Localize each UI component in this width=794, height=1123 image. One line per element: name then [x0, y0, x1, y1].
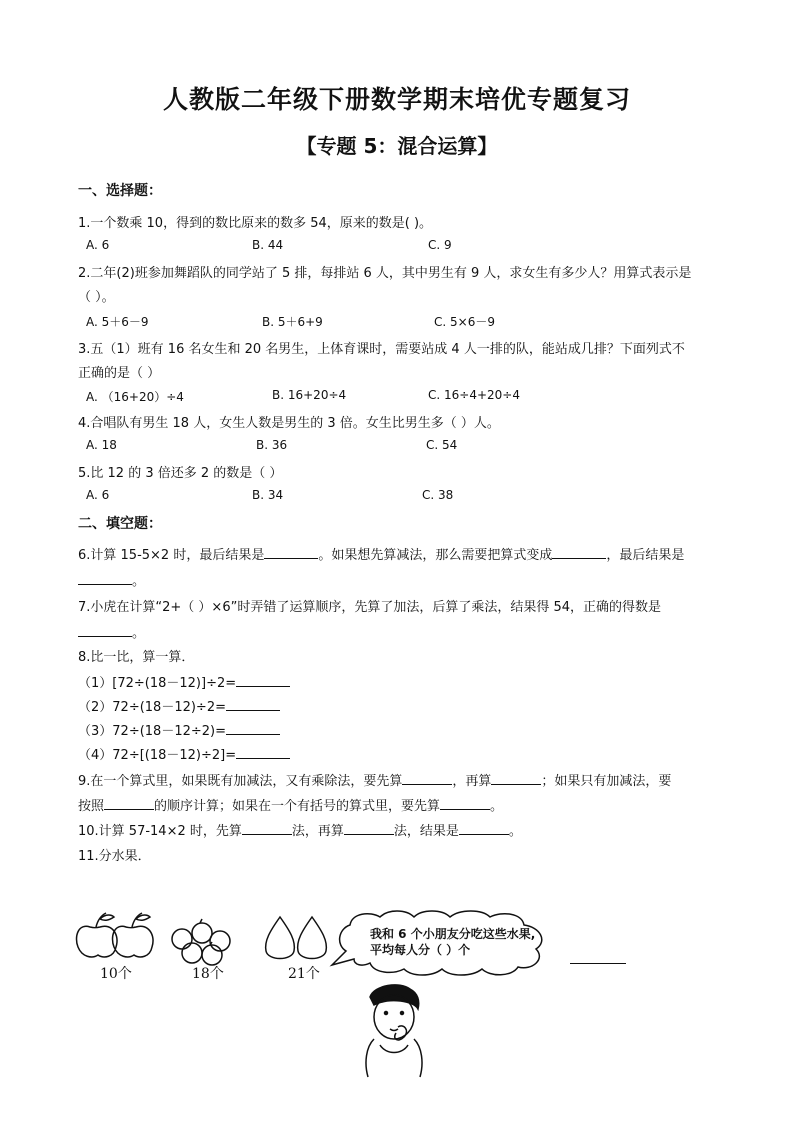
q7-blank[interactable]: [78, 624, 132, 637]
q6-text-3: ，最后结果是: [606, 548, 685, 563]
q9-text-6: 。: [490, 799, 504, 814]
question-2-line2: （ ）。: [78, 290, 115, 305]
fruit-figure: [70, 905, 650, 1085]
question-6-line1: [78, 544, 684, 563]
oranges-count-label: 18个: [192, 966, 224, 982]
q10-blank-3[interactable]: [459, 822, 509, 835]
q10-text-2: 法，再算: [291, 824, 344, 839]
bubble-text-line2: 平均每人分（ ）个: [370, 943, 471, 957]
apple-icon: [113, 913, 154, 957]
question-8: 8.比一比，算一算．: [78, 650, 195, 665]
question-7-line1: 7.小虎在计算“2+（ ）×6”时弄错了运算顺序，先算了加法，后算了乘法，结果得 54，正确的得数是: [78, 600, 662, 615]
q9-text-5: 的顺序计算；如果在一个有括号的算式里，要先算: [154, 799, 441, 814]
section-choice-heading: 一、选择题：: [78, 183, 162, 199]
question-3-line1: 3.五（1）班有 16 名女生和 20 名男生，上体育课时，需要站成 4 人一排的队，能站成几排？下面列式不: [78, 342, 685, 357]
q8-item-4: [78, 744, 290, 763]
q9-blank-4[interactable]: [440, 797, 490, 810]
question-6-line2: [78, 570, 145, 589]
q6-blank-2[interactable]: [552, 546, 606, 559]
q8-item-1: [78, 672, 290, 691]
page-title: 人教版二年级下册数学期末培优专题复习: [162, 85, 631, 114]
q8-item-3: [78, 720, 280, 739]
question-5: 5.比 12 的 3 倍还多 2 的数是（ ）: [78, 466, 283, 481]
q5-option-c: C. 38: [422, 488, 454, 502]
q8-item-2: [78, 696, 280, 715]
q1-option-b: B. 44: [252, 238, 284, 252]
apples-count-label: 10个: [100, 966, 132, 982]
q10-blank-2[interactable]: [344, 822, 394, 835]
q10-blank-1[interactable]: [242, 822, 292, 835]
q5-option-a: A. 6: [86, 488, 110, 502]
q8-item-4-text: （4）72÷[(18－12)÷2]=: [78, 748, 237, 763]
q4-option-b: B. 36: [256, 438, 288, 452]
q5-option-b: B. 34: [252, 488, 284, 502]
q10-text-3: 法，结果是: [393, 824, 459, 839]
page-subtitle: 【专题 5：混合运算】: [296, 134, 498, 158]
question-3-line2: 正确的是（ ）: [78, 366, 161, 381]
q1-option-c: C. 9: [428, 238, 452, 252]
question-9-line2: [78, 795, 503, 814]
question-10: [78, 820, 522, 839]
question-2-line1: 2.二年(2)班参加舞蹈队的同学站了 5 排，每排站 6 人，其中男生有 9 人，求女生有多少人？用算式表示是: [78, 266, 692, 281]
q2-option-b: B. 5＋6+9: [262, 315, 323, 329]
q6-text-1: 6.计算 15-5×2 时，最后结果是: [78, 548, 265, 563]
q6-text-2: 。如果想先算减法，那么需要把算式变成: [318, 548, 553, 563]
fruit-illustration: [70, 905, 650, 1085]
q11-answer-blank[interactable]: [570, 963, 626, 964]
q9-blank-1[interactable]: [402, 772, 452, 785]
q8-item-3-text: （3）72÷(18－12÷2)=: [78, 724, 226, 739]
question-1: 1.一个数乘 10，得到的数比原来的数多 54，原来的数是( )。: [78, 216, 433, 231]
q6-blank-1[interactable]: [264, 546, 318, 559]
q10-text-4: 。: [508, 824, 522, 839]
q9-text-4: 按照: [78, 799, 105, 814]
q8-item-2-text: （2）72÷(18－12)÷2=: [78, 700, 226, 715]
question-4: 4.合唱队有男生 18 人，女生人数是男生的 3 倍。女生比男生多（ ）人。: [78, 416, 500, 431]
question-9-line1: [78, 770, 671, 789]
apple-icon: [77, 913, 118, 957]
q3-option-a: A. （16+20）÷4: [86, 390, 184, 404]
q4-option-c: C. 54: [426, 438, 458, 452]
q3-option-b: B. 16+20÷4: [272, 388, 347, 402]
q9-text-2: ，再算: [452, 774, 492, 789]
q4-option-a: A. 18: [86, 438, 117, 452]
question-7-line2: [78, 622, 145, 641]
q6-blank-3[interactable]: [78, 572, 132, 585]
q8-item-1-text: （1）[72÷(18－12)]÷2=: [78, 676, 237, 691]
q8-item-3-blank[interactable]: [226, 722, 280, 735]
q6-text-4: 。: [132, 574, 146, 589]
bubble-text-line1: 我和 6 个小朋友分吃这些水果,: [370, 927, 536, 941]
q7-text-2: 。: [132, 626, 146, 641]
q10-text-1: 10.计算 57-14×2 时，先算: [78, 824, 242, 839]
question-11: 11.分水果．: [78, 849, 151, 864]
q9-blank-3[interactable]: [104, 797, 154, 810]
q2-option-c: C. 5×6－9: [434, 315, 495, 329]
q9-text-1: 9.在一个算式里，如果既有加减法，又有乘除法，要先算: [78, 774, 403, 789]
orange-icon: [172, 919, 230, 965]
q2-option-a: A. 5＋6－9: [86, 315, 149, 329]
q1-option-a: A. 6: [86, 238, 110, 252]
q8-item-1-blank[interactable]: [236, 674, 290, 687]
q8-item-2-blank[interactable]: [226, 698, 280, 711]
q8-item-4-blank[interactable]: [236, 746, 290, 759]
q9-text-3: ；如果只有加减法，要: [541, 774, 672, 789]
boy-icon: [366, 985, 422, 1077]
q9-blank-2[interactable]: [491, 772, 541, 785]
pears-count-label: 21个: [288, 966, 320, 982]
section-fill-heading: 二、填空题：: [78, 516, 162, 532]
q3-option-c: C. 16÷4+20÷4: [428, 388, 520, 402]
pear-icon: [266, 917, 327, 959]
